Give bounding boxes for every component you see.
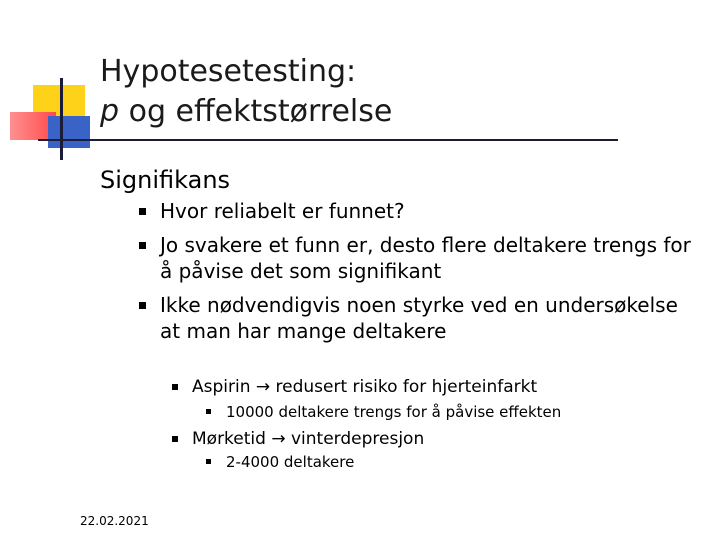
bullet-item: Jo svakere et funn er, desto flere deltakere trengs for å påvise det som signifikant bbox=[138, 232, 698, 284]
example-list bbox=[172, 376, 692, 398]
title-line-1: Hypotesetesting: bbox=[100, 54, 357, 89]
main-bullet-list bbox=[138, 198, 698, 352]
title-underline bbox=[38, 139, 618, 141]
example-detail-list bbox=[206, 402, 686, 422]
decor-vertical-line bbox=[60, 78, 63, 160]
section-heading: Signifikans bbox=[100, 166, 231, 194]
example-detail-list bbox=[206, 452, 686, 472]
bullet-item: Hvor reliabelt er funnet? bbox=[138, 198, 698, 224]
title-line-2: og effektstørrelse bbox=[119, 94, 393, 129]
example-detail: 2-4000 deltakere bbox=[206, 452, 686, 472]
decor-blue-square bbox=[48, 116, 90, 148]
slide-date: 22.02.2021 bbox=[80, 514, 149, 528]
example-detail: 10000 deltakere trengs for å påvise effekten bbox=[206, 402, 686, 422]
example-item: Mørketid → vinterdepresjon bbox=[172, 428, 692, 450]
example-item: Aspirin → redusert risiko for hjerteinfarkt bbox=[172, 376, 692, 398]
slide-title bbox=[100, 52, 392, 132]
bullet-item: Ikke nødvendigvis noen styrke ved en undersøkelse at man har mange deltakere bbox=[138, 292, 698, 344]
example-list bbox=[172, 428, 692, 450]
title-p-italic: p bbox=[100, 94, 120, 129]
